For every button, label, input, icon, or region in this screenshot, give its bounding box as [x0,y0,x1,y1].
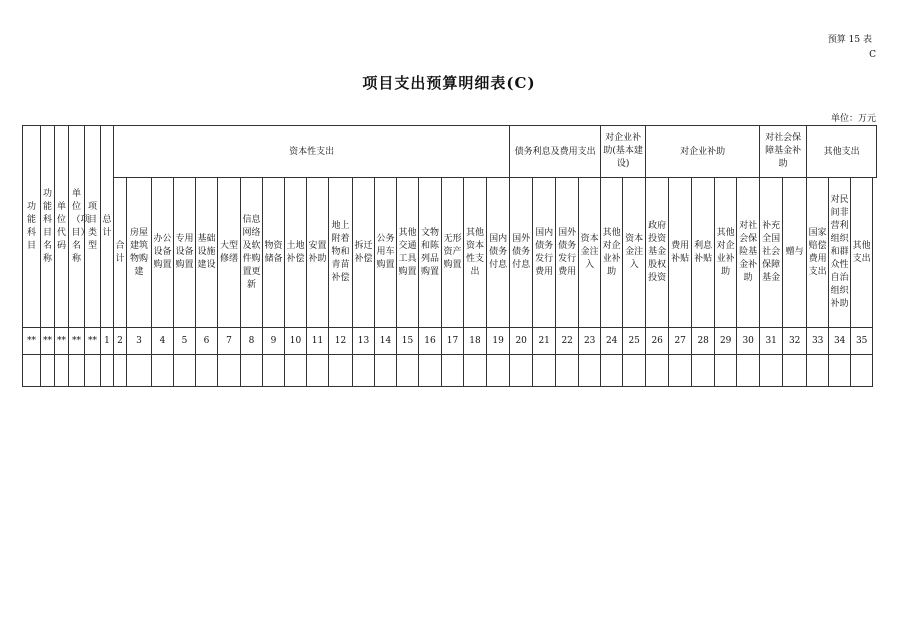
col-c17: 无形资产购置 [442,178,464,328]
table-cell: 21 [533,328,556,355]
col-function-code: 功能科目 [23,126,41,328]
col-c16: 文物和陈列品购置 [419,178,442,328]
col-function-name: 功能科目名称 [41,126,55,328]
col-c12: 地上附着物和青苗补偿 [329,178,353,328]
table-cell: 33 [807,328,829,355]
col-c35: 其他支出 [851,178,873,328]
table-cell: 28 [692,328,715,355]
col-c19: 国内债务付息 [487,178,510,328]
table-cell: ** [23,328,41,355]
table-cell: 14 [375,328,397,355]
table-cell: 7 [218,328,241,355]
col-c15: 其他交通工具购置 [397,178,419,328]
col-c33: 国家赔偿费用支出 [807,178,829,328]
table-cell: 24 [601,328,623,355]
table-cell: 6 [196,328,218,355]
table-cell: 9 [263,328,285,355]
table-cell: 19 [487,328,510,355]
form-number: 预算 15 表 [827,35,872,45]
col-c23: 资本金注入 [579,178,601,328]
col-c4: 办公设备购置 [152,178,174,328]
table-cell: ** [85,328,101,355]
table-cell: ** [69,328,85,355]
table-cell: 4 [152,328,174,355]
table-cell: 15 [397,328,419,355]
table-cell: 23 [579,328,601,355]
page-title: 项目支出预算明细表(C) [362,74,536,92]
col-c32: 赠与 [783,178,807,328]
table-cell: 11 [307,328,329,355]
col-c21: 国内债务发行费用 [533,178,556,328]
table-cell: 16 [419,328,442,355]
group-capital: 资本性支出 [114,126,510,178]
col-c18: 其他资本性支出 [464,178,487,328]
col-c25: 资本金注入 [623,178,646,328]
table-row-empty [23,355,877,387]
col-c29: 其他对企业补助 [715,178,737,328]
table-cell: 12 [329,328,353,355]
group-debt: 债务利息及费用支出 [510,126,601,178]
col-c7: 大型修缮 [218,178,241,328]
col-c5: 专用设备购置 [174,178,196,328]
col-total: 总计 [101,126,114,328]
table-cell: 22 [556,328,579,355]
form-code: C [869,50,876,60]
group-enterprise: 对企业补助 [646,126,760,178]
table-cell: 3 [127,328,152,355]
col-unit-code: 单位代码 [55,126,69,328]
table-cell: 8 [241,328,263,355]
table-cell: 17 [442,328,464,355]
table-cell: 10 [285,328,307,355]
table-cell: 2 [114,328,127,355]
number-row [23,328,877,355]
col-c9: 物资储备 [263,178,285,328]
table-cell: 29 [715,328,737,355]
col-c27: 费用补贴 [669,178,692,328]
col-project-type: 项目类型 [85,126,101,328]
table-cell: 32 [783,328,807,355]
table-cell: 18 [464,328,487,355]
group-social-security: 对社会保障基金补助 [760,126,807,178]
col-c34: 对民间非营利组织和群众性自治组织补助 [829,178,851,328]
col-c3: 房屋建筑物购建 [127,178,152,328]
col-c20: 国外债务付息 [510,178,533,328]
table-cell: 20 [510,328,533,355]
table-cell: ** [41,328,55,355]
unit-label: 单位：万元 [830,114,876,124]
table-cell: 27 [669,328,692,355]
table-cell: 34 [829,328,851,355]
col-c28: 利息补贴 [692,178,715,328]
col-c26: 政府投资基金股权投资 [646,178,669,328]
table-cell: ** [55,328,69,355]
col-c6: 基础设施建设 [196,178,218,328]
col-c22: 国外债务发行费用 [556,178,579,328]
col-c24: 其他对企业补助 [601,178,623,328]
col-c13: 拆迁补偿 [353,178,375,328]
table-cell: 1 [101,328,114,355]
table-cell: 26 [646,328,669,355]
table-cell: 31 [760,328,783,355]
col-unit-name: 单位（项目）名称 [69,126,85,328]
col-c31: 补充全国社会保障基金 [760,178,783,328]
table-cell: 25 [623,328,646,355]
table-cell: 5 [174,328,196,355]
col-c2: 合计 [114,178,127,328]
col-c8: 信息网络及软件购置更新 [241,178,263,328]
col-c30: 对社会保险基金补助 [737,178,760,328]
group-other: 其他支出 [807,126,877,178]
col-c10: 土地补偿 [285,178,307,328]
table-cell: 13 [353,328,375,355]
table-cell: 30 [737,328,760,355]
group-enterprise-capital: 对企业补助(基本建设) [601,126,646,178]
col-c11: 安置补助 [307,178,329,328]
col-c14: 公务用车购置 [375,178,397,328]
budget-table [22,125,877,387]
table-cell: 35 [851,328,873,355]
